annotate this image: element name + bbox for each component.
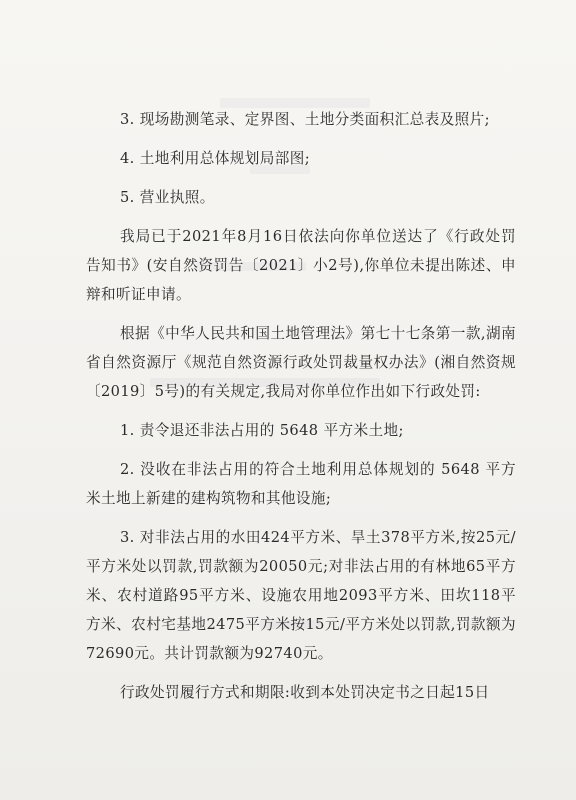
document-body bbox=[86, 105, 516, 707]
paragraph-penalty-1: 1. 责令退还非法占用的 5648 平方米土地; bbox=[120, 422, 404, 439]
paragraph-penalty-3: 3. 对非法占用的水田424平方米、旱土378平方米,按25元/平方米处以罚款,罚款额为20050元;对非法占用的有林地65平方米、农村道路95平方米、设施农用地2093平方米、田坎118平方米、农村宅基地2475平方米按15元/平方米处以罚款,罚款额为72690元。共计罚款额为92740元。 bbox=[86, 529, 516, 662]
paragraph-notice-delivered: 我局已于2021年8月16日依法向你单位送达了《行政处罚告知书》(安自然资罚告〔2021〕小2号),你单位未提出陈述、申辩和听证申请。 bbox=[86, 228, 516, 303]
paragraph-legal-basis: 根据《中华人民共和国土地管理法》第七十七条第一款,湖南省自然资源厅《规范自然资源行政处罚裁量权办法》(湘自然资规〔2019〕5号)的有关规定,我局对你单位作出如下行政处罚: bbox=[86, 325, 516, 400]
paragraph-penalty-2: 2. 没收在非法占用的符合土地利用总体规划的 5648 平方米土地上新建的建构筑物和其他设施; bbox=[86, 461, 516, 507]
paragraph-attachment-3: 3. 现场勘测笔录、定界图、土地分类面积汇总表及照片; bbox=[120, 111, 490, 128]
paragraph-attachment-5: 5. 营业执照。 bbox=[120, 189, 215, 206]
paragraph-attachment-4: 4. 土地利用总体规划局部图; bbox=[120, 150, 311, 167]
paragraph-execution-terms: 行政处罚履行方式和期限:收到本处罚决定书之日起15日 bbox=[120, 684, 490, 701]
